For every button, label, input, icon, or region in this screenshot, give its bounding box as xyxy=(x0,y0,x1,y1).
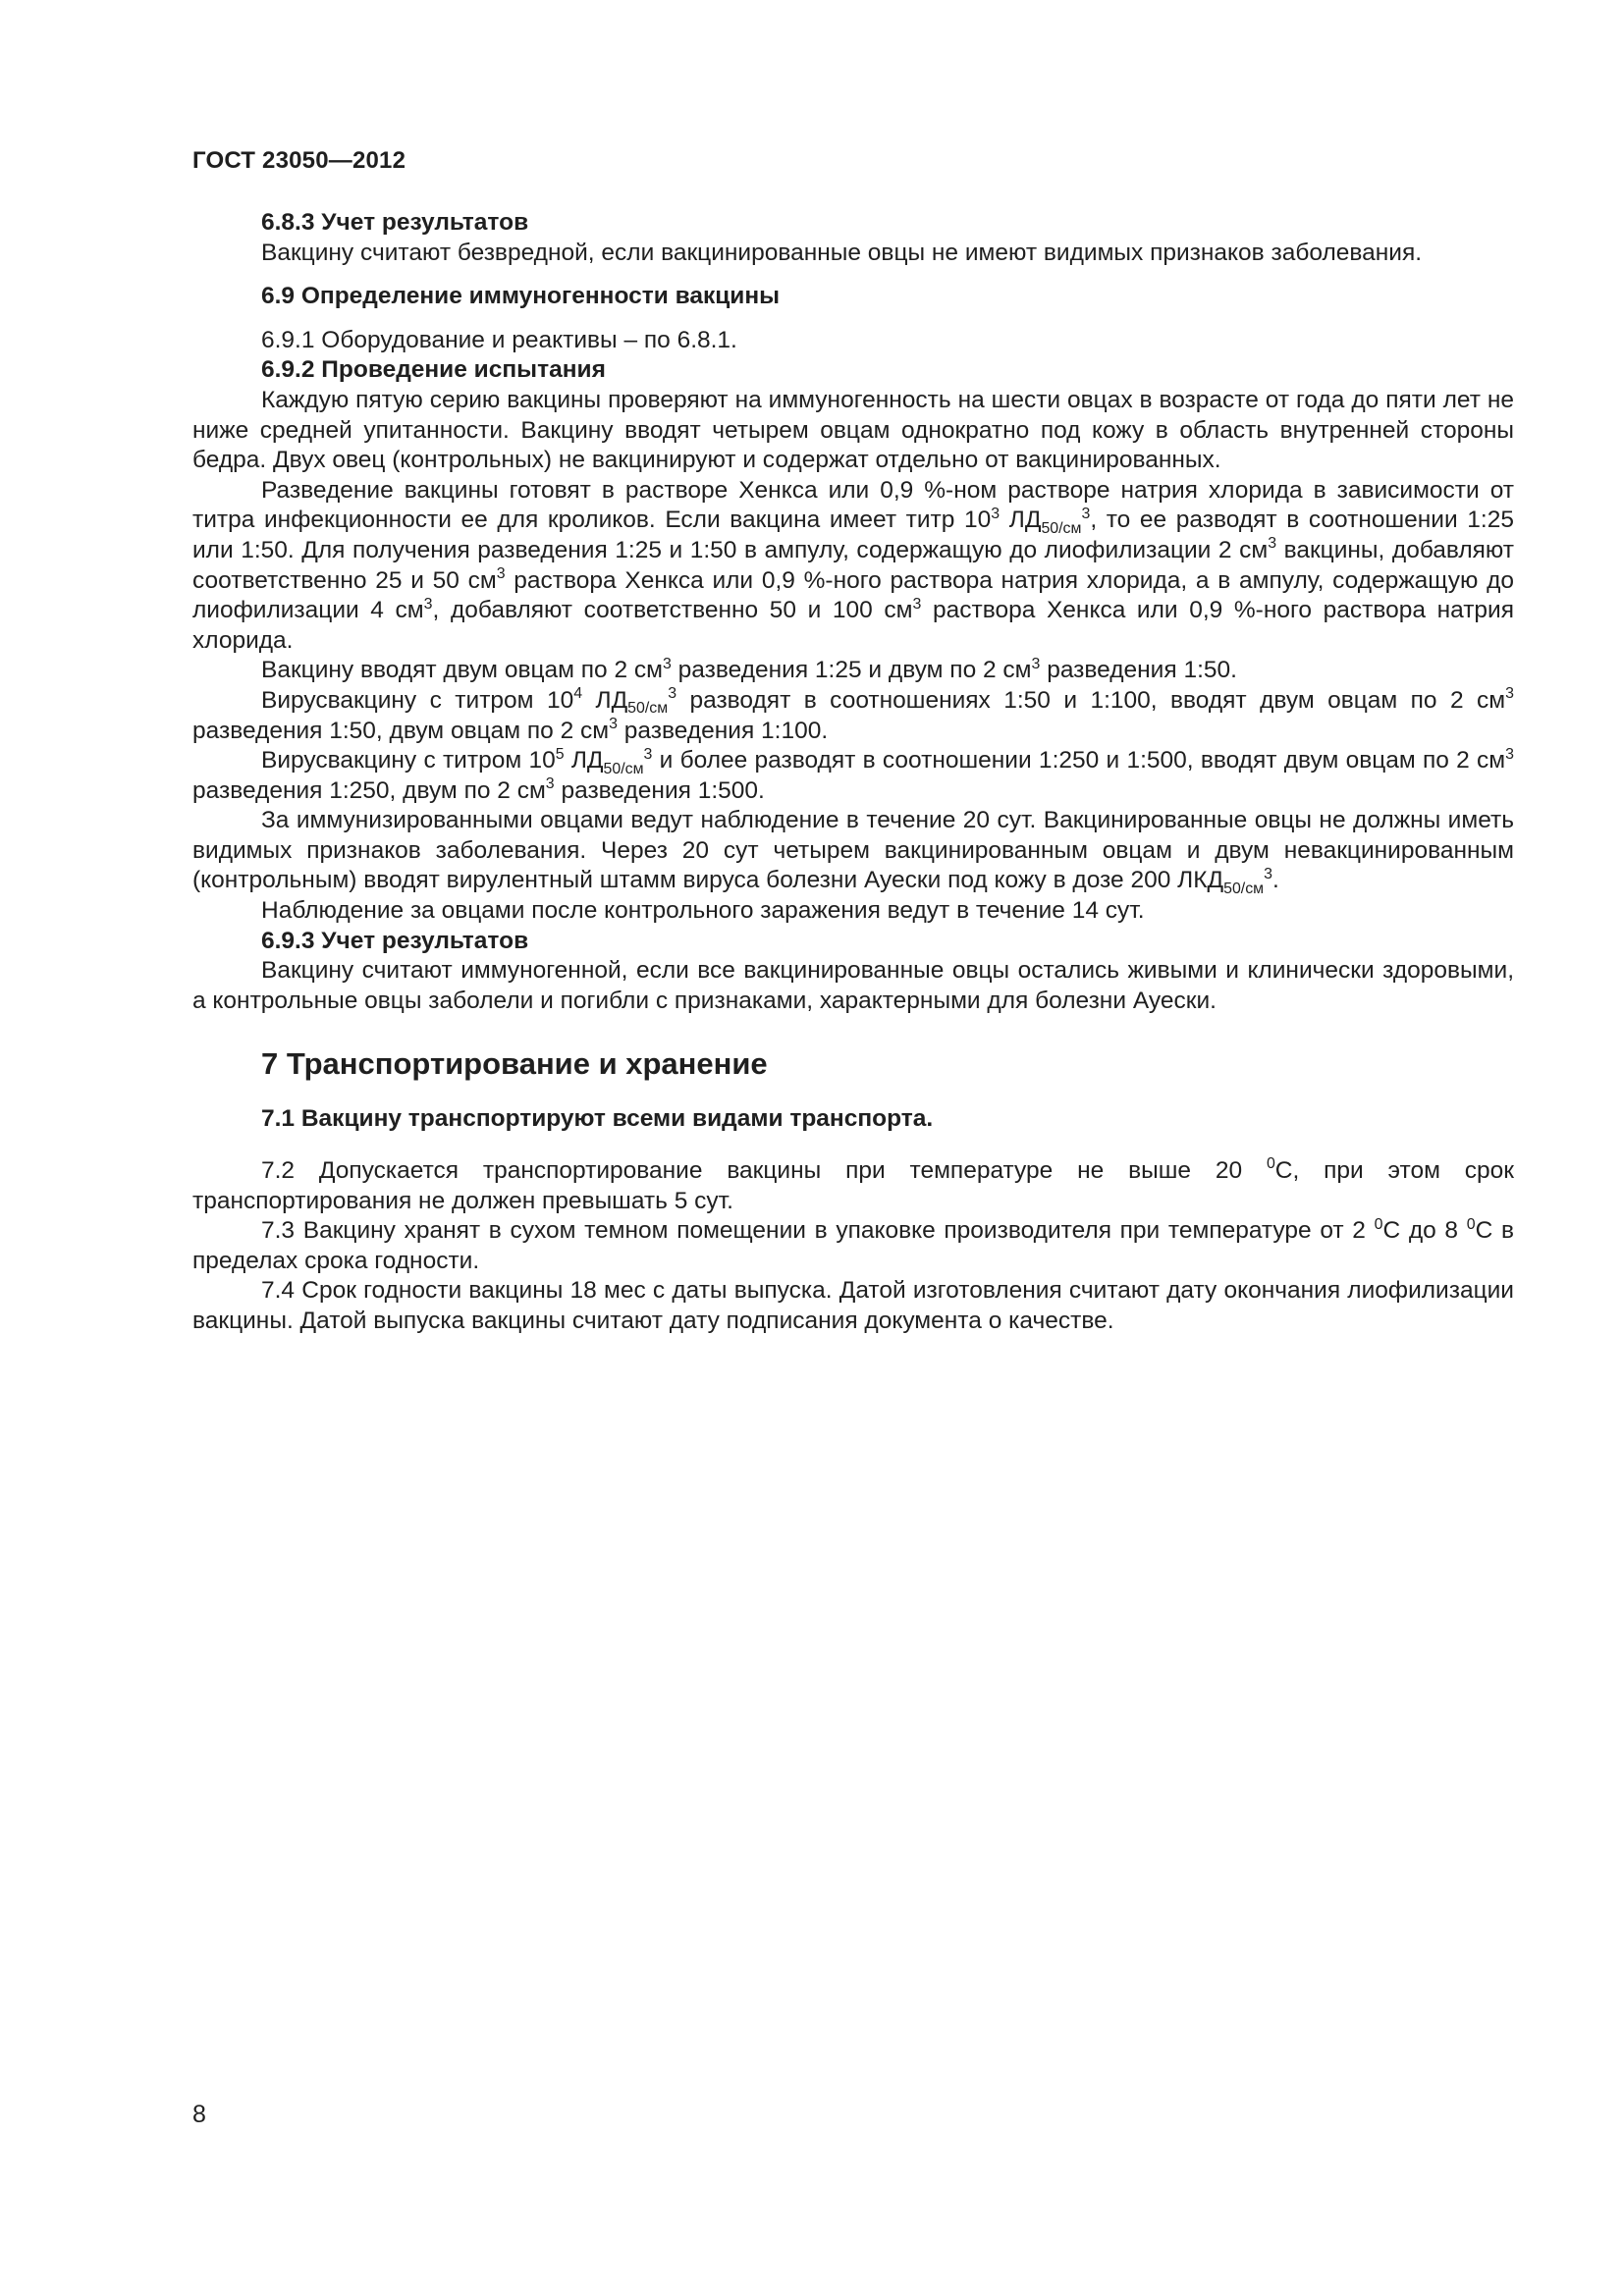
subsection-title-6-9-2: 6.9.2 Проведение испытания xyxy=(261,356,606,384)
paragraph-6-9-2-p2: Разведение вакцины готовят в растворе Хенкса или 0,9 %-ном растворе натрия хлорида в зависимости от титра инфекционности ее для кроликов. Если вакцина имеет титр $10^3$ $ЛД_{50/см}^3$, то ее разводят в соотношении 1:25 или 1:50. Для получения разведения 1:25 и 1:50 в ампулу, содержащую до лиофилизации 2 $см^3$ вакцины, добавляют соответственно 25 и 50 $см^3$ раствора Хенкса или 0,9 %-ного раствора натрия хлорида, а в ампулу, содержащую до лиофилизации 4 $см^3$, добавляют соответственно 50 и 100 $см^3$ раствора Хенкса или 0,9 %-ного раствора натрия хлорида. xyxy=(192,476,1515,654)
subsection-title-6-9-3: 6.9.3 Учет результатов xyxy=(261,927,529,954)
document-header-id: ГОСТ 23050—2012 xyxy=(192,147,406,174)
paragraph-7-4: 7.4 Срок годности вакцины 18 мес с даты выпуска. Датой изготовления считают дату окончания лиофилизации вакцины. Датой выпуска вакцины считают дату подписания документа о качестве. xyxy=(192,1277,1514,1334)
section-title-7: 7 Транспортирование и хранение xyxy=(261,1046,768,1082)
document-body xyxy=(192,208,1514,1337)
paragraph-7-2: 7.2 Допускается транспортирование вакцины при температуре не выше 20 $^0$С, при этом срок транспортирования не должен превышать 5 сут. xyxy=(192,1155,1514,1214)
paragraph-6-9-3-text: Вакцину считают иммуногенной, если все вакцинированные овцы остались живыми и клинически здоровыми, а контрольные овцы заболели и погибли с признаками, характерными для болезни Ауески. xyxy=(192,957,1514,1014)
paragraph-7-1: 7.1 Вакцину транспортируют всеми видами транспорта. xyxy=(261,1105,934,1133)
subsection-title-6-8-3: 6.8.3 Учет результатов xyxy=(261,209,529,236)
paragraph-6-9-2-p4: Вирусвакцину с титром $10^4$ $ЛД_{50/см}^3$ разводят в соотношениях 1:50 и 1:100, вводят двум овцам по 2 $см^3$ разведения 1:50, двум овцам по 2 $см^3$ разведения 1:100. xyxy=(192,685,1514,744)
paragraph-6-9-2-p6: За иммунизированными овцами ведут наблюдение в течение 20 сут. Вакцинированные овцы не должны иметь видимых признаков заболевания. Через 20 сут четырем вакцинированным овцам и двум невакцинированным (контрольным) вводят вирулентный штамм вируса болезни Ауески под кожу в дозе 200 $ЛКД_{50/см}^3$. xyxy=(192,807,1514,898)
paragraph-7-3: 7.3 Вакцину хранят в сухом темном помещении в упаковке производителя при температуре от 2 $^0$С до 8 $^0$С в пределах срока годности. xyxy=(192,1215,1514,1274)
paragraph-6-8-3-text: Вакцину считают безвредной, если вакцинированные овцы не имеют видимых признаков заболевания. xyxy=(261,239,1423,266)
section-title-6-9: 6.9 Определение иммуногенности вакцины xyxy=(261,283,781,310)
paragraph-6-9-2-p7: Наблюдение за овцами после контрольного заражения ведут в течение 14 сут. xyxy=(261,897,1145,925)
paragraph-6-9-2-p5: Вирусвакцину с титром $10^5$ $ЛД_{50/см}^3$ и более разводят в соотношении 1:250 и 1:500, вводят двум овцам по 2 $см^3$ разведения 1:250, двум по 2 $см^3$ разведения 1:500. xyxy=(192,745,1514,804)
paragraph-6-9-1: 6.9.1 Оборудование и реактивы – по 6.8.1. xyxy=(261,326,737,353)
page-number: 8 xyxy=(192,2101,206,2128)
paragraph-6-9-2-p1: Каждую пятую серию вакцины проверяют на иммуногенность на шести овцах в возрасте от года до пяти лет не ниже средней упитанности. Вакцину вводят четырем овцам однократно под кожу в область внутренней стороны бедра. Двух овец (контрольных) не вакцинируют и содержат отдельно от вакцинированных. xyxy=(192,386,1514,474)
paragraph-6-9-2-p3: Вакцину вводят двум овцам по 2 $см^3$ разведения 1:25 и двум по 2 $см^3$ разведения 1:50. xyxy=(261,655,1237,684)
